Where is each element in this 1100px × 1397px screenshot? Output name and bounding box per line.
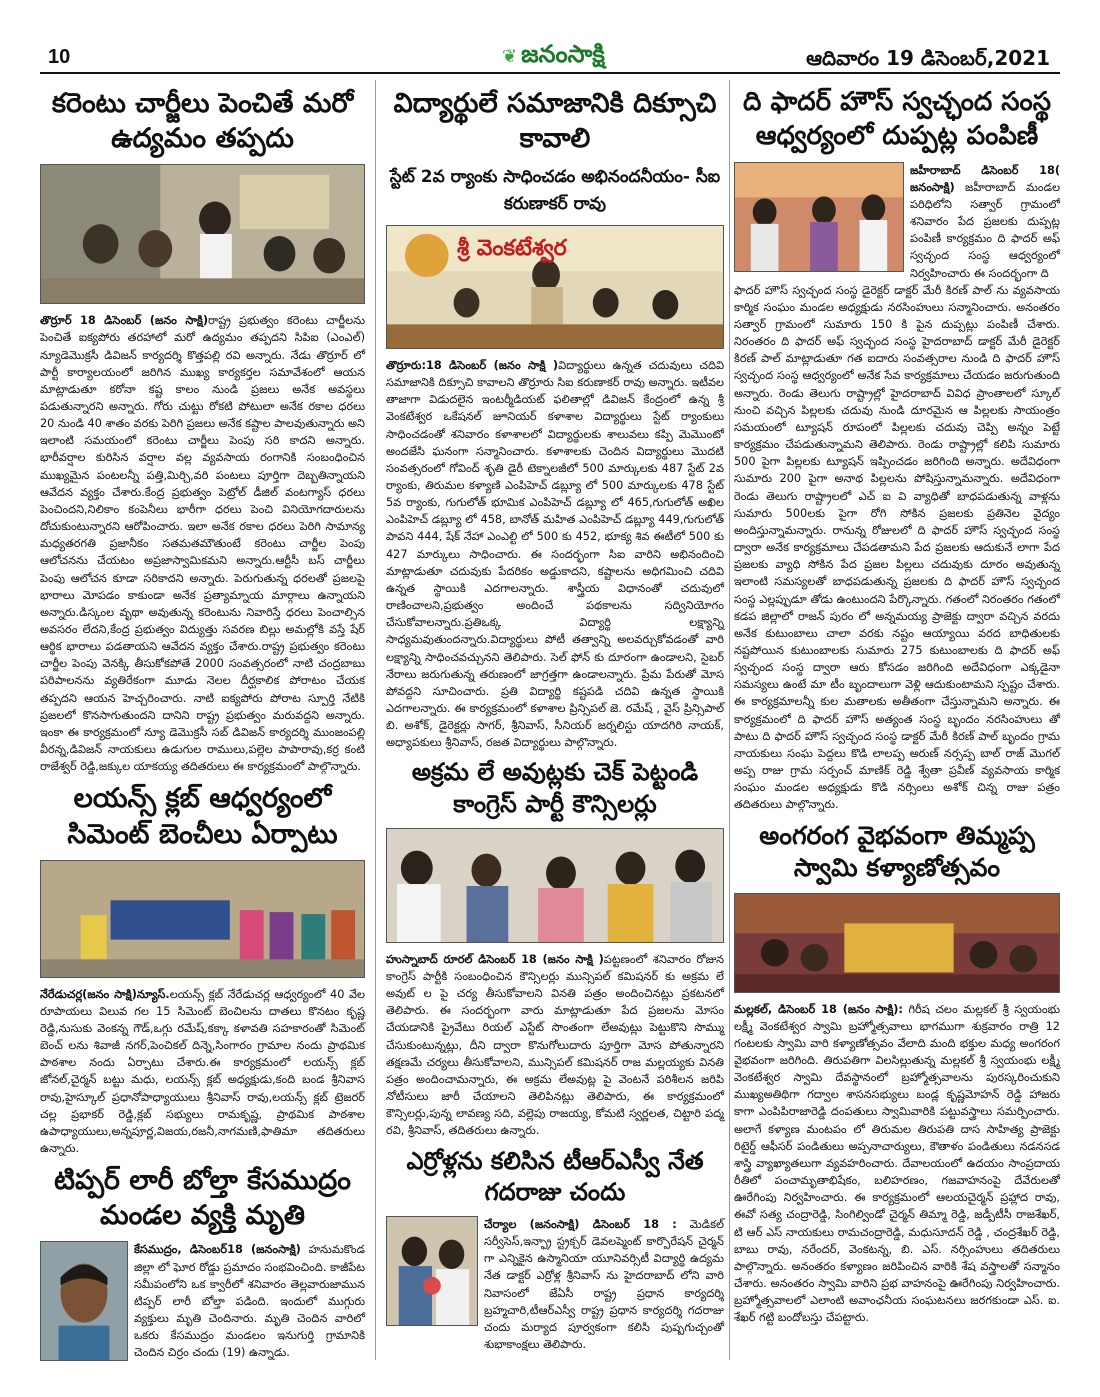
- masthead: [40, 40, 1060, 74]
- article-photo: [734, 893, 1060, 993]
- article-photo: [40, 860, 365, 978]
- article-body: [386, 357, 724, 752]
- article-photo: [40, 1241, 128, 1361]
- article-text: విద్యార్థులు ఉన్నత చదువులు చదివి సమాజానికి దిక్సూచి కావాలని తొర్రూరు సిఐ కరుణాకర్ రావు అన్నారు. ఇటీవల తాజాగా విడుదలైన ఇంటర్మీడియట్ ఫలితాల్లో డివిజన్ కేంద్రంలో ఉన్న శ్రీ వెంకటేశ్వర ఒకేషనల్ జూనియర్ కళాశాల విద్యార్థులు స్టేట్ ర్యాంకులు సాధించడంతో శనివారం కళాశాలలో విద్యార్థులకు శాలువలు కప్పి మెమొంటో అందజేసి ఘనంగా సన్మానించారు. కళాశాలకు చెందిన విద్యార్థులు మొదటి సంవత్సరంలో గోవింద్ శృతి డైరీ టెక్నాలజీలో 500 మార్కులకు 487 స్టేట్ 2వ ర్యాంకు, తిరుమల కళ్యాణి ఎంపిహెచ్ డబ్ల్యూ లో 500 మార్కులకు 478 స్టేట్ 5వ ర్యాంకు, గుగులోత్ భూమిక ఎంపిహెచ్ డబ్ల్యూ లో 465,గుగులోత్ అఖిల ఎంపిహెచ్ డబ్ల్యూ లో 458, బానోత్ మహిత ఎంపిహెచ్ డబ్ల్యూ 449,గుగులోత్ పావని 444, షేక్ నేహా ఎంఎల్టి లో 500 కు 452, భూక్య శివ ఈటీలో 500 కు 427 మార్కులు సాధించారు. ఈ సందర్భంగా సిఐ వారిని అభినందించి మాట్లాడుతూ చదువుకు పేదరికం అడ్డుకాదని, కష్టాలను అధిగమించి చదివి ఉన్నత స్థాయికి ఎదగాలన్నారు. శాస్త్రీయ విధానంతో చదువులో రాణించాలని,ప్రభుత్వం అందించే పథకాలను సద్వినియోగం చేసుకోవాలన్నారు.ప్రతిఒక్క విద్యార్థి లక్ష్యాన్ని సాధ్యమవుతుందన్నారు.విద్యార్థులు పోటీ తత్వాన్ని అలవర్చుకోవడంతో వారి లక్ష్యాన్ని సాధించవచ్చునని తెలిపారు. సెల్ ఫోన్ కు దూరంగా ఉండాలని, సైబర్ నేరాలు జరుగుతున్న తరుణంలో జాగ్రత్తగా ఉండాలన్నారు. ప్రేమ పేరుతో మోస పోవద్దని సూచించారు. ప్రతి విద్యార్థి కష్టపడి చదివి ఉన్నత స్థాయికి ఎదగాలన్నారు. ఈ కార్యక్రమంలో కళాశాల ప్రిన్సిపల్ జె. రమేష్ , వైస్ ప్రిన్సిపాల్ బి. అశోక్, డైరెక్టర్లు సాగర్, శ్రీనివాస్, సీనియర్ జర్నలిస్టు యాదగిరి నాయక్, అధ్యాపకులు శ్రీనివాస్, రజత విద్యార్థులు పాల్గొన్నారు.: [386, 358, 724, 750]
- article-photo: [734, 162, 904, 272]
- leaf-icon: ❦: [502, 46, 518, 67]
- article-dateline: కేసముద్రం, డిసెంబర్18 (జనంసాక్షి): [134, 1243, 301, 1257]
- article-dateline: నేరేడుచర్ల(జనం సాక్షి)న్యూస్.: [40, 987, 170, 1001]
- article-text: హనుమకొండ జిల్లా లో ఘోర రోడ్డు ప్రమాదం సంభవించింది. కాజీపేట సమీపంలోని ఒక క్వారీలో శనివారం తెల్లవారుజామున టిప్పర్ లారీ బోల్తా పడింది. ఇందులో ముగ్గురు వ్యక్తులు మృతి చెందినారు. మృతి చెందిన వారిలో ఒకరు కేసముద్రం మండలం ఇనుగుర్తి గ్రామానికి చెందిన చిర్రం చందు (19) ఉన్నాడు.: [134, 1243, 366, 1360]
- issue-date: ఆదివారం 19 డిసెంబర్,2021: [806, 46, 1050, 70]
- article-text: మెడికల్ సర్వీసెస్,ఇన్ఫ్రా స్ట్రక్చర్ డెవలప్మెంట్ కార్పొరేషన్ చైర్మన్ గా ఎన్నికైన ఉస్మానియా యూనివర్సిటీ విద్యార్థి ఉద్యమ నేత డాక్టర్ ఎర్రోళ్ల శ్రీనివాస్ ను హైదరాబాద్ లోని వారి నివాసంలో జేఏసీ రాష్ట్ర ప్రధాన కార్యదర్శి బ్రహ్మచారి,టీఆర్ఎస్వీ రాష్ట్ర ప్రధాన కార్యదర్శి గదరాజు చందు మర్యాద పూర్వకంగా కలిసి పుష్పగుచ్చంతో శుభాకాంక్షలు తెలిపారు.: [484, 1217, 724, 1352]
- article-title: ఎర్రోళ్లను కలిసిన టీఆర్ఎస్వీ నేత గదరాజు చందు: [406, 1146, 704, 1206]
- article-dateline: హుస్నాబాద్ రూరల్ డిసెంబర్ 18 (జనం సాక్షి ): [386, 952, 604, 966]
- article-body: [40, 312, 365, 775]
- article-dateline: తొర్రూరు:18 డిసెంబర్ (జనం సాక్షి ): [386, 358, 559, 372]
- article-body: [734, 1001, 1060, 1327]
- article-body-text: [134, 1241, 365, 1361]
- column-left: [40, 80, 365, 1361]
- article-body-text: [484, 1216, 724, 1353]
- article-title: విద్యార్థులే సమాజానికి దిక్సూచి కావాలి: [393, 88, 717, 155]
- article-title: కరెంటు చార్జీలు పెంచితే మరో ఉద్యమం తప్పదు: [51, 88, 354, 155]
- article-photo: [386, 1216, 478, 1326]
- article-text: గిరీష చలం మల్లకల్ శ్రీ స్వయంభు లక్ష్మీ వెంకటేశ్వర స్వామి బ్రహ్మోత్సవాలు భాగముగా శుక్రవారం రాత్రి 12 గంటలకు స్వామి వారి కళ్యాణోత్సవం వేలాది మంది భక్తుల మధ్య అంగరంగ వైభవంగా జరిగింది. తిరుపతిగా విలసిల్లుతున్న మల్లకల్ శ్రీ స్వయంభు లక్ష్మీ వెంకటేశ్వర స్వామి దేవస్థానంలో బ్రహ్మోత్సవాలను పురస్కరించుకుని ముఖ్యఅతిథిగా గద్వాల శాసనసభ్యులు బండ్ల కృష్ణమోహన్ రెడ్డి హాజరు కాగా ఎంపిపిరాజారెడ్డి దంపతులు స్వామివారికి పట్టువస్త్రాలు సమర్పించారు. అలాగే కళ్యాణ మంటపం లో తిరుమల తిరుపతి దాస సాహిత్య ప్రాజెక్టు రిటైర్డ్ ఆఫీసర్ పండితులు అప్పనాచార్యులు, కౌతాళం పండితులు నడనసడ శాస్త్రి వ్యాఖ్యాతలుగా వ్యవహరించారు. దేవాలయంలో ఉదయం సాంప్రదాయ రీతిలో పంచామృతాభిషేకం, బలిహరణం, గజవాహనంపై దేవేరులతో ఊరేగింపు నిర్వహించారు. ఈ కార్యక్రమంలో ఆలయచైర్మన్ ప్రహ్లాద రావు, ఈవో సత్య చంద్రారెడ్డి, సింగిల్విండో చైర్మన్ తిమ్మా రెడ్డి, జడ్పీటీసీ రాజశేఖర్, టి ఆర్ ఎస్ నాయకులు రామచంద్రారెడ్డి, మధుసూదన్ రెడ్డి , చంద్రశేఖర్ రెడ్డి, బాబు రావు, నరేందర్, వెంకటన్న, బి. ఎస్. నర్సింహులు తదితరులు పాల్గొన్నారు. అనంతరం కళ్యాణం జరిపించిన వారికి శేష వస్త్రాలతో సన్మానం చేశారు. అనంతరం స్వామి వారిని ప్రభ వాహనంపై ఊరేగింపు నిర్వహించారు. బ్రహ్మోత్సవాలలో ఎలాంటి అవాంఛనీయ సంఘటనలు జరగకుండా ఎస్. ఐ. శేఖర్ గట్టి బందోబస్తు చేపట్టారు.: [734, 1002, 1060, 1325]
- article-body: [734, 162, 1060, 282]
- logo-text: జనంసాక్షి: [521, 40, 605, 68]
- article-body: ఫాదర్ హౌస్ స్వచ్ఛంద సంస్థ డైరెక్టర్ డాక్టర్ మేరీ కిరణ్ పాల్ ను వ్యవసాయ కార్మిక సంఘం మండల అధ్యక్షుడు నరసింహులు సన్మానించారు. అనంతరం సత్వార్ గ్రామంలో సుమారు 150 కి పైన దుప్పట్లు పంపిణీ చేశారు. నిరంతరం ది ఫాదర్ అఫ్ స్వచ్ఛంద సంస్థ హైదరాబాద్ డాక్టర్ మేరీ డైరెక్టర్ కిరణ్ పాల్ మాట్లాడుతూ గత ఐదారు సంవత్సరాల నుండి ది ఫాదర్ హౌస్ స్వచ్ఛంద సంస్థ ఆధ్వర్యంలో అనేక సేవ కార్యక్రమాలు చేయడం జరుగుతుంది అన్నారు. రెండు తెలుగు రాష్ట్రాల్లో హైదరాబాద్ వివిధ ప్రాంతాలలో స్కూల్ నుంచి వచ్చిన పిల్లలకు చదువు నుండి దూరమైన ఆ పిల్లలకు సాయంత్రం సమయంలో ట్యూషన్ రూపంలో పిల్లలకు చదువు చెప్పి అన్నం పెట్టే కార్యక్రమం చేపడుతున్నామని తెలిపారు. రెండు రాష్ట్రాల్లో కలిపి సుమారు 500 పైగా పిల్లలకు ట్యూషన్ ఇప్పించడం జరిగింది అన్నారు. అదేవిధంగా సుమారు 200 పైగా అనాథ పిల్లలను పోషిస్తున్నామన్నారు. అదేవిధంగా రెండు తెలుగు రాష్ట్రాలలో ఎచ్ ఐ వి వ్యాధితో బాధపడుతున్న వాళ్లను సుమారు 500లకు పైగా రోగి సోకిన ప్రజలకు ప్రతినెల వైద్యం అందిస్తున్నామన్నారు. రానున్న రోజులలో ది ఫాదర్ హౌస్ స్వచ్ఛంద సంస్థ ద్వారా అనేక కార్యక్రమాలు చేపడతామని పేద ప్రజలకు ఆదుకునే లాగా పేద ప్రజలకు వ్యాధి సోకిన పేద ప్రజల పిల్లలు చదువుకు దూరం అవుతున్న ఇలాంటి సమస్యలతో బాధపడుతున్న ప్రజలకు ది ఫాదర్ హౌస్ స్వచ్ఛంద సంస్థ ఎల్లప్పుడూ తోడు ఉంటుందని పేర్కొన్నారు. గతంలో నిరంతరం గతంలో కడప జిల్లాలో రాజన్ పురం లో అన్నమయ్య ప్రాజెక్టు ద్వారా వచ్చిన వరదు అనేక కుటుంబాలు చాలా వరకు నష్టం ఆయ్యాయి వరద బాధితులకు నష్టపోయిన కుటుంబాలకు సుమారు 275 కుటుంబాలకు ది ఫాదర్ అఫ్ స్వచ్ఛంద సంస్థ ద్వారా ఆరు కోసడం జరిగింది అదేవిధంగా ఎక్కడైనా సమస్యలు ఉంటే మా టీం బృందాలుగా వెళ్లి ఆదుకుంటామని స్పష్టం చేశారు. ఈ కార్యక్రమాలన్నీ కుల మతాలకు అతీతంగా చేస్తున్నామని అన్నారు. ఈ కార్యక్రమంలో ది ఫాదర్ హౌస్ అత్యంత సంస్థ బృందం నరసింహులు తో పాటు ది ఫాదర్ హౌస్ స్వచ్ఛంద సంస్థ డాక్టర్ మేరీ కిరణ్ పాల్ బృందం గ్రామ నాయకులు సంఘ పెద్దలు కొడి లాలప్ప అరుణ్ నర్సప్ప బాల్ రాజ్ మొగల్ అప్ప రాజు గ్రామ సర్పంచ్ మాణిక్ రెడ్డి శ్వేతా ప్రవీణ్ వ్యవసాయ కార్మిక సంఘం మండల అధ్యక్షుడు కొడి నర్సింలు అశోక్ చిన్న రాజు పత్రం తదితరులు పాల్గొన్నారు.: [734, 283, 1060, 812]
- article-title: ది ఫాదర్ హౌస్ స్వచ్ఛంద సంస్థ ఆధ్వర్యంలో దుప్పట్ల పంపిణీ: [743, 87, 1051, 151]
- article-dateline: చేర్యాల (జనంసాక్షి) డిసెంబర్ 18 :: [484, 1217, 677, 1231]
- article-photo: [386, 828, 724, 943]
- article-body: [386, 951, 724, 1140]
- photo-banner-text: శ్రీ వెంకటేశ్వర: [457, 235, 567, 261]
- column-middle: [386, 80, 724, 1353]
- article-text: పట్టణంలో శనివారం రోజున కాంగ్రెస్ పార్టీకి సంబంధించిన కౌన్సిలర్లు మున్సిపల్ కమిషనర్ కు అక్రమ లే అవుట్ ల పై చర్య తీసుకోవాలని వినతి పత్రం అందించినట్లు ప్రకటనలో తెలిపారు. ఈ సందర్భంగా వారు మాట్లాడుతూ పేద ప్రజలను మోసం చేయడానికి ప్రైవేటు రియల్ ఎస్టేట్ సొంతంగా లేఅవుట్లు పెట్టుకొని సొమ్ము చేసుకుంటున్నట్లు, దీని ద్వారా కొనుగోలుదారు పూర్తిగా మోస పోతున్నారని తక్షణమే చర్యలు తీసుకోవాలని, మున్సిపల్ కమిషనర్ రాజ మల్లయ్యకు వినతి పత్రం అందించామన్నారు, ఈ అక్రమ లేఅవుట్ల పై వెంటనే పరిశీలన జరిపి నోటీసులు జారీ చేయాలని తెలిపినట్లు తెలిపారు, ఈ కార్యక్రమంలో కౌన్సిలర్లు,పున్న లావణ్య సది, వల్లెపు రాజయ్య, కోమటి స్వర్ణలత, చిట్టారి పద్మ రవి, శ్రీనివాస్, తదితరులు ఉన్నారు.: [386, 952, 724, 1138]
- column-right: [734, 80, 1060, 1327]
- article-dateline: తొర్రూర్ 18 డిసెంబర్ (జనం సాక్షి): [40, 314, 209, 328]
- column-divider: [375, 80, 376, 1360]
- article-photo: [40, 164, 365, 304]
- article-body: [386, 1216, 724, 1353]
- article-photo: [386, 225, 724, 349]
- column-divider: [729, 80, 730, 1360]
- article-text: జహీరాబాద్ మండల పరిధిలోని సత్వార్ గ్రామంలో శనివారం పేద ప్రజలకు దుప్పట్ల పంపిణీ కార్యక్రమం ది ఫాదర్ అఫ్ స్వచ్ఛంద సంస్థ ఆధ్వర్యంలో నిర్వహించారు ఈ సందర్భంగా ది: [910, 180, 1060, 280]
- article-text: లయన్స్ క్లబ్ నేరేడుచర్ల ఆధ్వర్యంలో 40 వేల రూపాయలు విలువ గల 15 సిమెంట్ బెంచిలను దాతలు కొనటం కృష్ణ రెడ్డి,నుసుకు వెంకన్న గౌడ్,ఒగ్గు రమేష్,కక్కా కళావతి సహకారంతో సిమెంట్ బెంచ్ లను శివాజీ నగర్,పెంచికల్ దిన్నె,సింగారం గ్రామాల నందు ప్రాథమిక పాఠశాల నందు ఏర్పాటు చేశారు.ఈ కార్యక్రమంలో లయన్స్ క్లబ్ జోనల్,చైర్మన్ బట్టు మధు, లయన్స్ క్లబ్ అధ్యక్షుడు,కంది బండ శ్రీనివాస రావు,హైస్కూల్ ప్రధానోపాధ్యాయులు శ్రీనివాస్ రావు,లయన్స్ క్లబ్ ట్రెజరర్ చల్ల ప్రభాకర్ రెడ్డి,క్లబ్ సభ్యులు రామకృష్ణ, ప్రాథమిక పాఠశాల ఉపాధ్యాయులు,అన్నపూర్ణ,విజయ,రజనీ,నాగమణి,ఫాతిమా తదితరులు ఉన్నారు.: [40, 987, 365, 1155]
- article-title: టిప్పర్ లారీ బోల్తా కేసముద్రం మండల వ్యక్తి మృతి: [54, 1165, 351, 1232]
- page-number: 10: [48, 46, 71, 68]
- article-dateline: జహీరాబాద్ డిసెంబర్ 18( జనంసాక్షి): [910, 163, 1060, 194]
- article-text: రాష్ట్ర ప్రభుత్వం కరెంటు చార్జీలను పెంచితే ఐక్యపోరు తరహాలో మరో ఉద్యమం తప్పదని సిపిఐ (ఎంఎల్) న్యూడెమొక్రసీ డివిజన్ కార్యదర్శి కొత్తపల్లి రవి అన్నారు. నేడు తొర్రూర్ లో పార్టీ కార్యాలయంలో జరిగిన ముఖ్య కార్యకర్తల సమావేశంలో ఆయన మాట్లాడుతూ కరోనా కష్ట కాలం నుండి ప్రజలు అనేక అవస్థలు పడుతున్నారని అన్నారు. గోరు చుట్టు రోకటి పోటులా అనేక రకాల ధరలు 20 నుండి 40 శాతం వరకు పెరిగి ప్రజలు అనేక కష్టాల పాలవుతున్నారు అని ఇలాంటి సమయంలో కరెంటు చార్జీలు పెంపు సరి కాదని అన్నారు. భారీవర్షాల కురిసిన వర్షాల వల్ల వ్యవసాయ రంగానికి సంబంధించిన ముఖ్యమైన పంటలన్నీ పత్తి,మిర్చి,వరి పంటలు పూర్తిగా దెబ్బతిన్నాయని ఆవేదన వ్యక్తం చేశారు.కేంద్ర ప్రభుత్వం పెట్రోల్ డీజిల్ వంటగ్యాస్ ధరలు పెంచిందని,నిలికాం కంపెనీలు భారీగా ధరలు పెంచి వినియోగదారులను దోచుకుంటున్నారని ఆరోపించారు. ఇలా అనేక రకాల ధరలు పెరిగి సామాన్య మధ్యతరగతి ప్రజానీకం సతమతమౌతుంటే కరెంటు చార్జీల పెంపు ఆలోచనను చేయటం అప్రజాస్వామికమని అన్నారు.ఆర్టీసీ బస్ చార్జీలు పెంపు ఆలోచన కూడా సరికాదని అన్నారు. పెరుగుతున్న ధరలతో ప్రజలపై భారాలు మోపడం కాకుండా అనేక ప్రత్యామ్నాయ మార్గాలు ఉన్నాయని అన్నారు.డిస్కంల వృథా అవుతున్న కరెంటును నివారిస్తే ధరలు పెంచాల్సిన అవసరం లేదని,కేంద్ర ప్రభుత్వం విద్యుత్తు సవరణ బిల్లు అమల్లోకి వస్తే షేర్ ఆర్థిక భారాలు పడతాయని ఆవేదన వ్యక్తం చేశారు.రాష్ట్ర ప్రభుత్వం కరెంటు చార్జీల పెంపు వెనక్కి తీసుకోకపోతే 2000 సంవత్సరంలో నాటి చంద్రబాబు పరిపాలనను వ్యతిరేకంగా మూడు నెలల దీర్ఘకాలిక పోరాటం చేయక తప్పదని ఆయన హెచ్చరించారు. నాటి ఐక్యపోరు పోరాట స్పూర్తి నేటికి ప్రజలలో కొనసాగుతుందని దానిని రాష్ట్ర ప్రభుత్వం మరువద్దని అన్నారు. ఇంకా ఈ కార్యక్రమంలో న్యూ డెమొక్రసీ సబ్ డివిజన్ కార్యదర్శి ముంజంపల్లి వీరన్న,డివిజన్ నాయకులు ఉడుగుల రాములు,పల్లెల పాపారావు,కర్ర కంటి రాజేశ్వర్ రెడ్డి,జక్కుల యాకయ్య తదితరులు ఈ కార్యక్రమంలో పాల్గొన్నారు.: [40, 314, 365, 774]
- article-title: లయన్స్ క్లబ్ ఆధ్వర్యంలో సిమెంట్ బెంచీలు ఏర్పాటు: [67, 783, 338, 850]
- article-body: [40, 1241, 365, 1361]
- article-dateline: మల్లకల్, డిసెంబర్ 18 (జనం సాక్షి):: [734, 1002, 903, 1016]
- article-body-text: [910, 162, 1060, 282]
- article-title: అంగరంగ వైభవంగా తిమ్మప్ప స్వామి కళ్యాణోత్సవం: [759, 820, 1035, 883]
- article-title: అక్రమ లే అవుట్లకు చెక్ పెట్టండి కాంగ్రెస్ పార్టీ కౌన్సిలర్లు: [411, 758, 699, 818]
- newspaper-logo: [502, 40, 605, 74]
- article-subtitle: స్టేట్ 2వ ర్యాంకు సాధించడం అభినందనీయం- సీఐ కరుణాకర్ రావు: [389, 167, 721, 214]
- article-body: [40, 986, 365, 1158]
